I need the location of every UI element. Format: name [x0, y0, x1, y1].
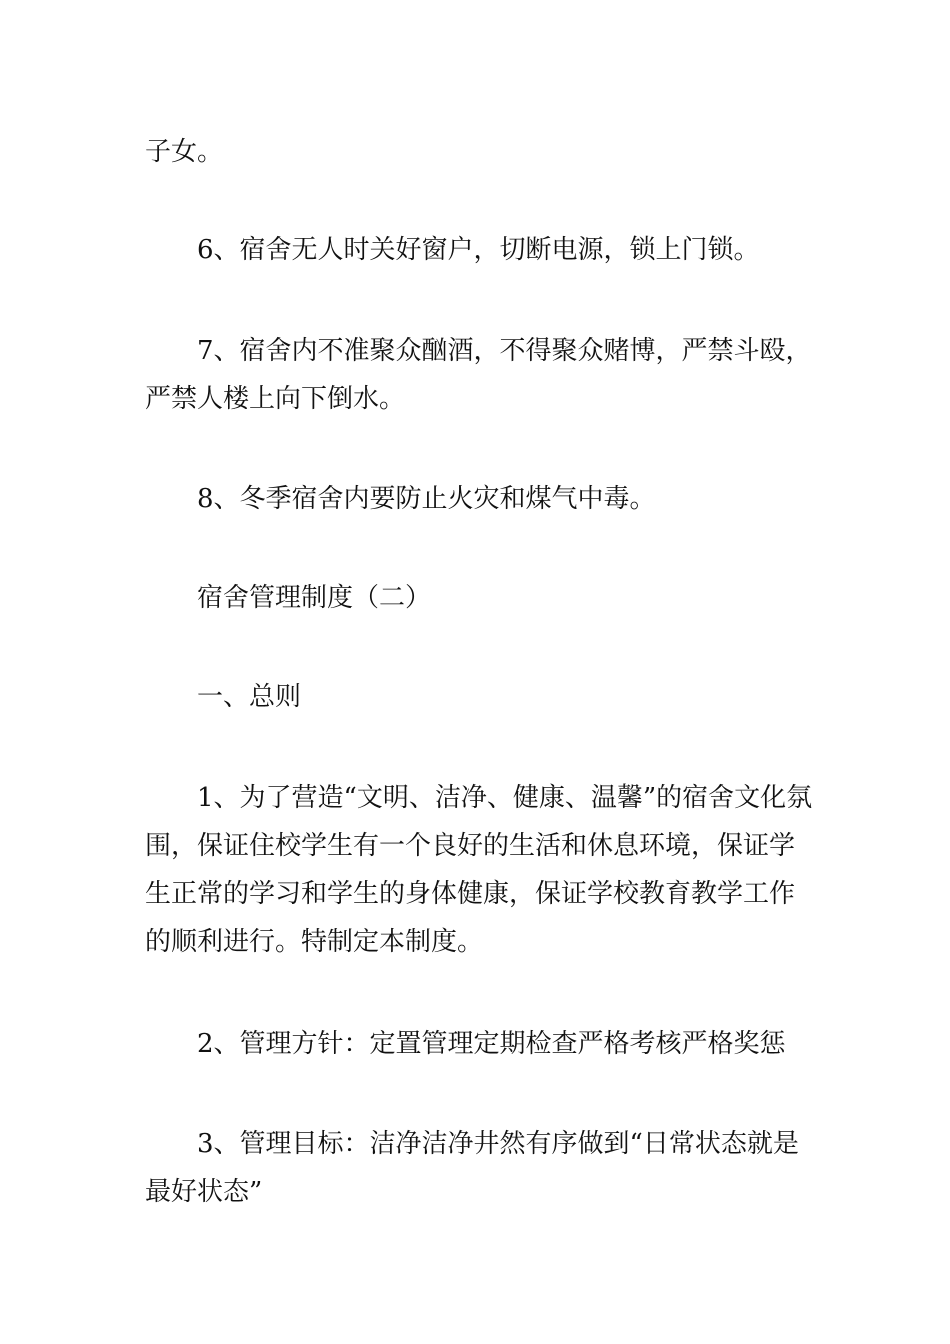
section-heading-general: 一、总则: [197, 682, 302, 712]
paragraph-continuation: 子女。: [145, 137, 224, 167]
paragraph-rule-6: 6、宿舍无人时关好窗户，切断电源，锁上门锁。: [197, 235, 760, 265]
paragraph-article-2: 2、管理方针：定置管理定期检查严格考核严格奖惩: [197, 1029, 786, 1059]
section-title: 宿舍管理制度（二）: [197, 583, 432, 613]
paragraph-article-1: 1、为了营造“文明、洁净、健康、温馨”的宿舍文化氛围，保证住校学生有一个良好的生活和休息环境，保证学生正常的学习和学生的身体健康，保证学校教育教学工作的顺利进行。特制定本制度。: [145, 783, 813, 957]
paragraph-rule-7: 7、宿舍内不准聚众酗酒，不得聚众赌博，严禁斗殴，严禁人楼上向下倒水。: [145, 336, 812, 414]
paragraph-article-3: 3、管理目标：洁净洁净井然有序做到“日常状态就是最好状态”: [145, 1129, 799, 1207]
paragraph-rule-8: 8、冬季宿舍内要防止火灾和煤气中毒。: [197, 484, 656, 514]
